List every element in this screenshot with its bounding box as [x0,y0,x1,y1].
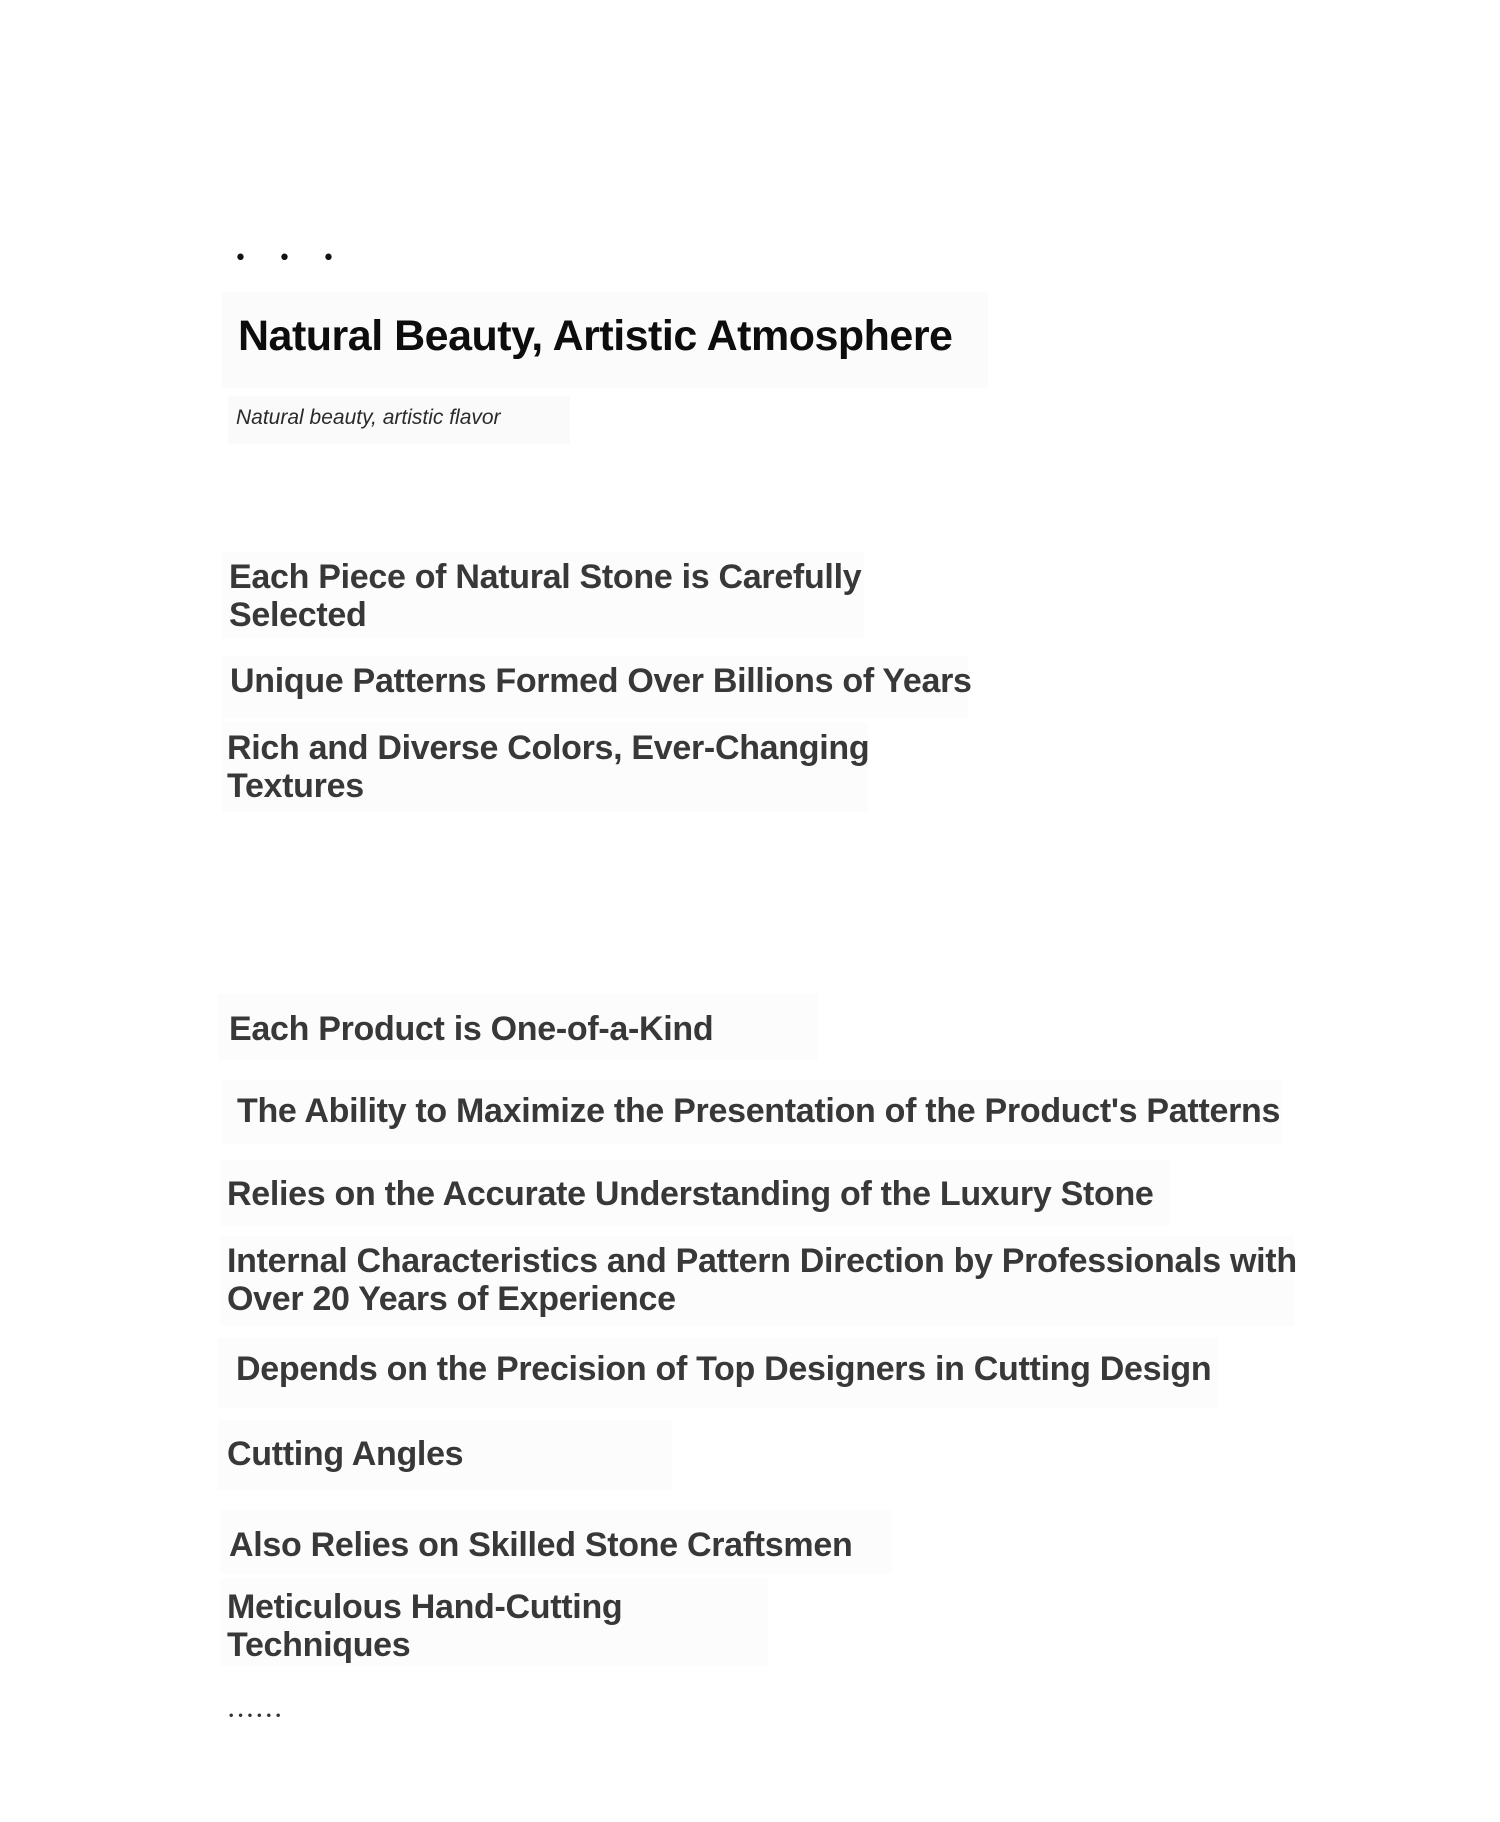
feature-line-2: Textures [227,767,364,805]
feature-line [229,558,861,634]
feature-line [227,1588,622,1664]
feature-line-1: The Ability to Maximize the Presentation of the Product's Patterns [237,1092,1281,1130]
feature-line-1: Also Relies on Skilled Stone Craftsmen [229,1526,853,1564]
feature-line [229,1526,852,1564]
page-subtitle: Natural beauty, artistic flavor [236,406,501,429]
feature-line [230,662,972,700]
feature-line [227,1242,1297,1318]
feature-line-1: Each Product is One-of-a-Kind [229,1010,714,1048]
ellipsis-dots-top: • • • [234,246,347,271]
page-title-block [222,292,988,388]
feature-line [227,1435,463,1473]
ellipsis-dots-bottom: •••••• [228,1711,285,1722]
feature-line [236,1350,1211,1388]
page-title: Natural Beauty, Artistic Atmosphere [238,312,953,360]
feature-line-1: Cutting Angles [227,1435,464,1473]
feature-line-1: Rich and Diverse Colors, Ever-Changing [227,729,870,767]
feature-line-1: Each Piece of Natural Stone is Carefully [229,558,862,596]
feature-line-1: Relies on the Accurate Understanding of the Luxury Stone [227,1175,1154,1213]
feature-line-2: Selected [229,596,367,634]
feature-line-1: Internal Characteristics and Pattern Direction by Professionals with [227,1242,1297,1280]
feature-line-1: Unique Patterns Formed Over Billions of Years [230,662,972,700]
feature-line-2: Over 20 Years of Experience [227,1280,676,1318]
feature-line [237,1092,1280,1130]
feature-line [227,1175,1154,1213]
feature-line [227,729,869,805]
feature-line [229,1010,713,1048]
feature-line-1: Meticulous Hand-Cutting [227,1588,623,1626]
subtitle-block [228,396,570,444]
feature-line-2: Techniques [227,1626,411,1664]
feature-line-1: Depends on the Precision of Top Designers in Cutting Design [236,1350,1212,1388]
